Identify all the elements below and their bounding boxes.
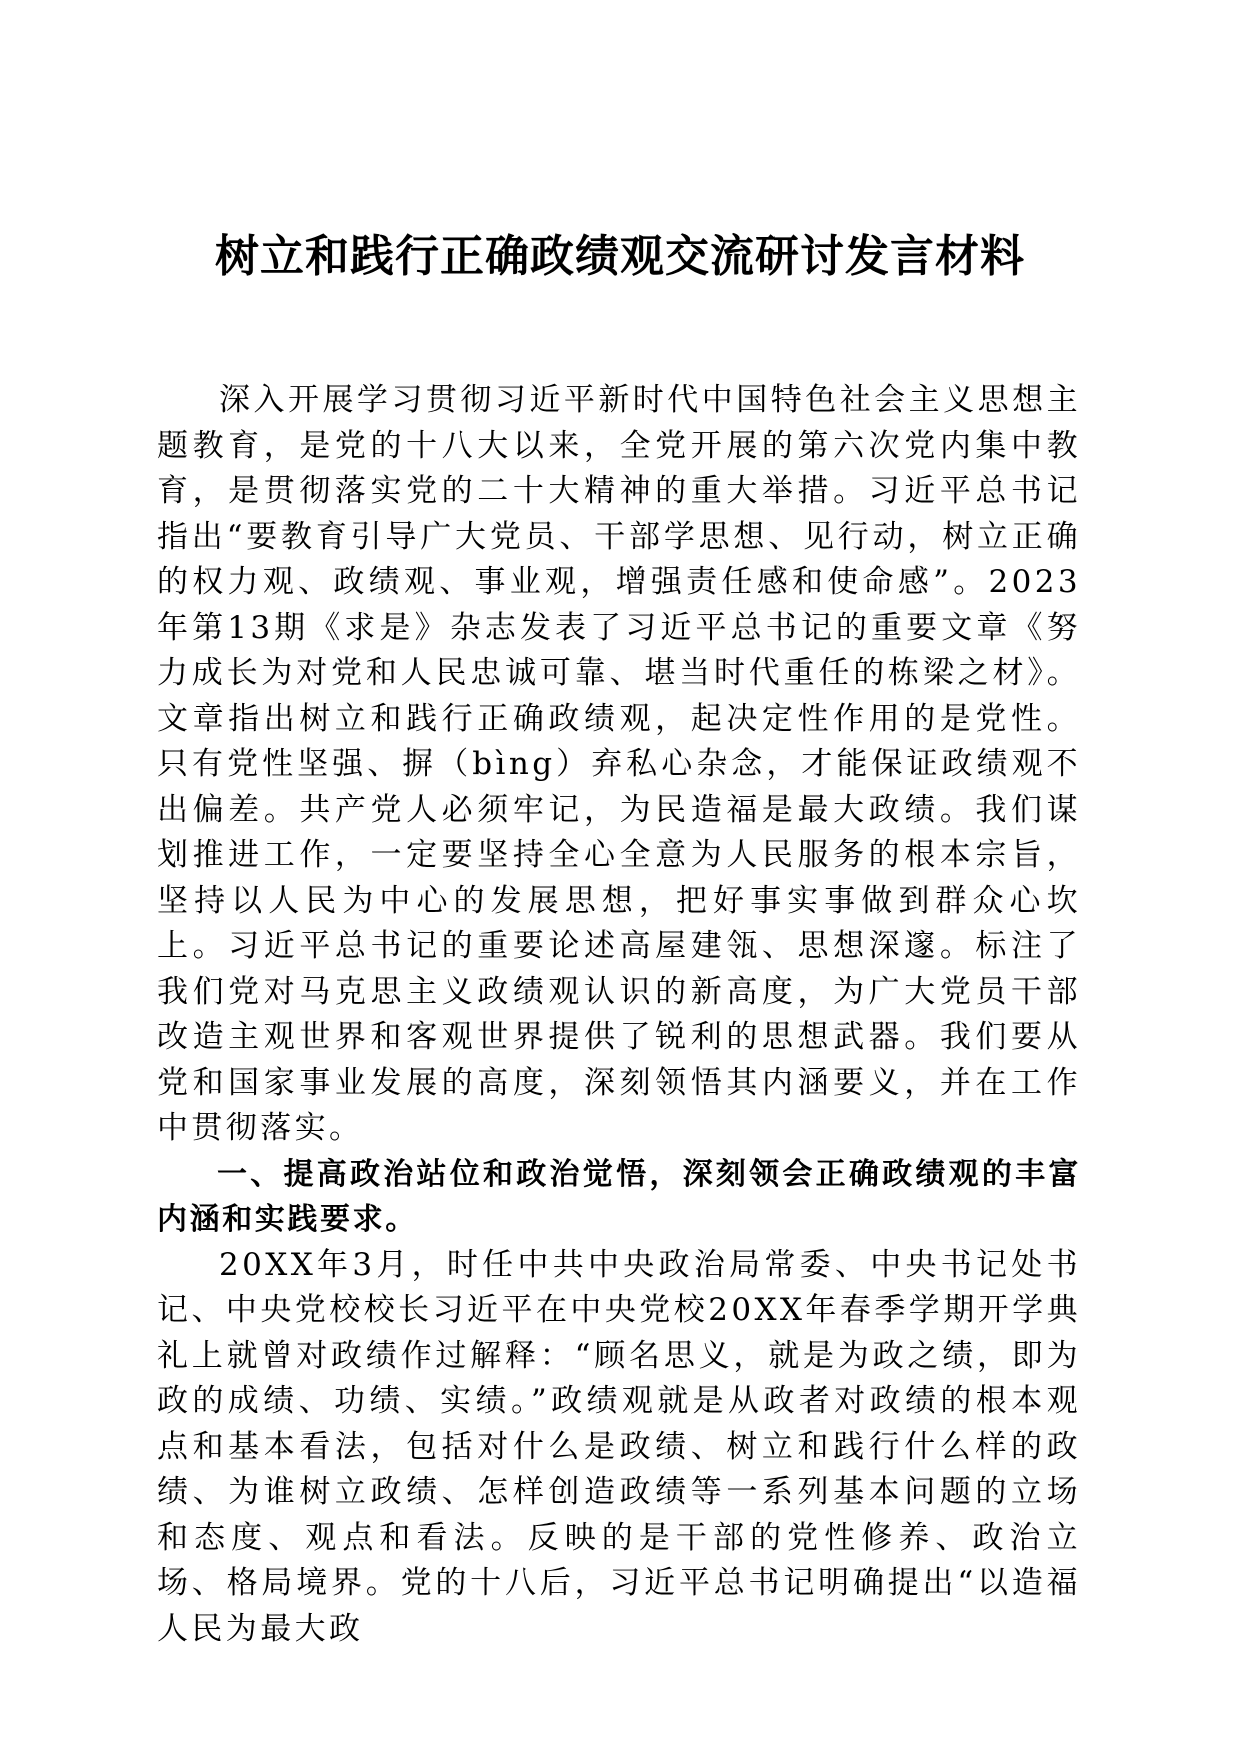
document-title: 树立和践行正确政绩观交流研讨发言材料 [215,231,1025,282]
body-paragraph-intro: 深入开展学习贯彻习近平新时代中国特色社会主义思想主题教育，是党的十八大以来，全党开展的第六次党内集中教育，是贯彻落实党的二十大精神的重大举措。习近平总书记指出“要教育引导广大党员、干部学思想、见行动，树立正确的权力观、政绩观、事业观，增强责任感和使命感”。2023年第13期《求是》杂志发表了习近平总书记的重要文章《努力成长为对党和人民忠诚可靠、堪当时代重任的栋梁之材》。文章指出树立和践行正确政绩观，起决定性作用的是党性。只有党性坚强、摒（bìng）弃私心杂念，才能保证政绩观不出偏差。共产党人必须牢记，为民造福是最大政绩。我们谋划推进工作，一定要坚持全心全意为人民服务的根本宗旨，坚持以人民为中心的发展思想，把好事实事做到群众心坎上。习近平总书记的重要论述高屋建瓴、思想深邃。标注了我们党对马克思主义政绩观认识的新高度，为广大党员干部改造主观世界和客观世界提供了锐利的思想武器。我们要从党和国家事业发展的高度，深刻领悟其内涵要义，并在工作中贯彻落实。 [157,382,1081,1146]
section-heading-1: 一、提高政治站位和政治觉悟，深刻领会正确政绩观的丰富内涵和实践要求。 [157,1156,1081,1237]
document-body [157,378,1081,1652]
body-paragraph-section-1: 20XX年3月，时任中共中央政治局常委、中央书记处书记、中央党校校长习近平在中央党校20XX年春季学期开学典礼上就曾对政绩作过解释：“顾名思义，就是为政之绩，即为政的成绩、功绩、实绩。”政绩观就是从政者对政绩的根本观点和基本看法，包括对什么是政绩、树立和践行什么样的政绩、为谁树立政绩、怎样创造政绩等一系列基本问题的立场和态度、观点和看法。反映的是干部的党性修养、政治立场、格局境界。党的十八后，习近平总书记明确提出“以造福人民为最大政 [157,1246,1081,1647]
